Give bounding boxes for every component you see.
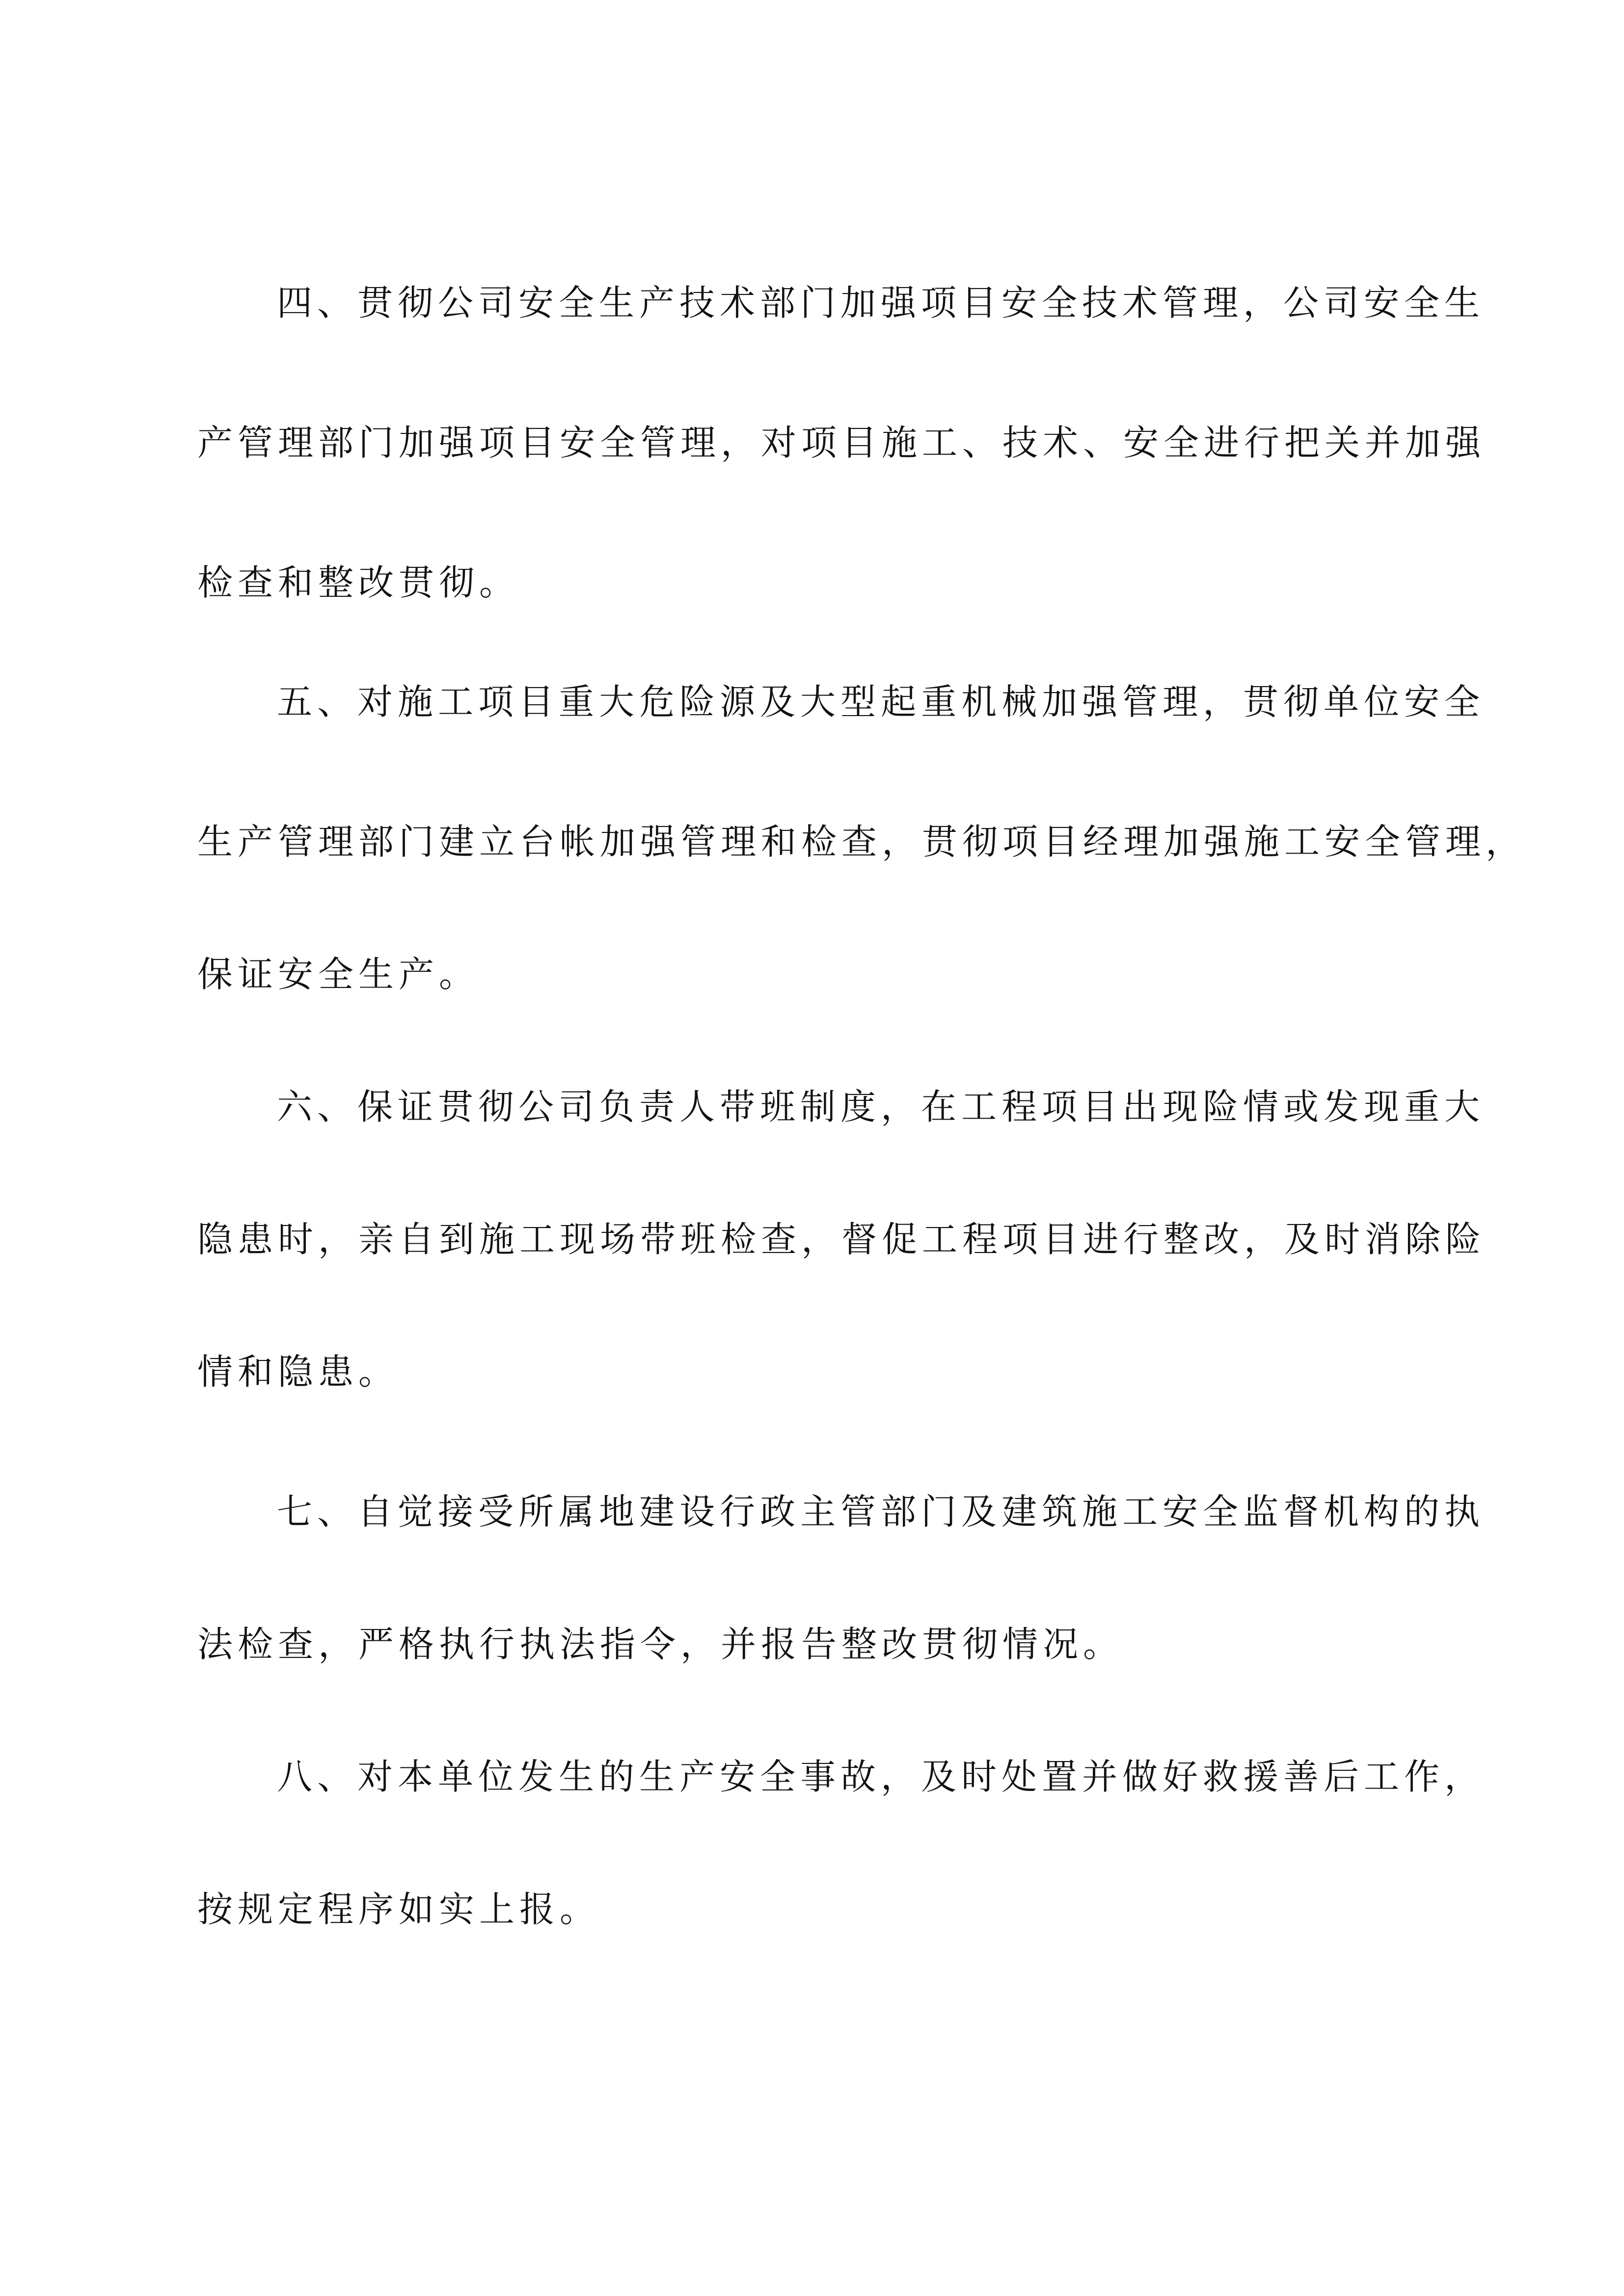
paragraph-6-line-1: 六、保证贯彻公司负责人带班制度，在工程项目出现险情或发现重大 [277, 1086, 1485, 1127]
paragraph-6-line-3: 情和隐患。 [197, 1351, 399, 1392]
paragraph-8-line-2: 按规定程序如实上报。 [197, 1889, 600, 1930]
paragraph-7-line-2: 法检查，严格执行执法指令，并报告整改贯彻情况。 [197, 1624, 1124, 1665]
paragraph-5-line-2: 生产管理部门建立台帐加强管理和检查，贯彻项目经理加强施工安全管理， [197, 821, 1526, 862]
paragraph-8-line-1: 八、对本单位发生的生产安全事故，及时处置并做好救援善后工作， [277, 1756, 1485, 1797]
paragraph-4-line-1: 四、贯彻公司安全生产技术部门加强项目安全技术管理，公司安全生 [277, 282, 1485, 323]
paragraph-4-line-3: 检查和整改贯彻。 [197, 562, 520, 603]
paragraph-4-line-2: 产管理部门加强项目安全管理，对项目施工、技术、安全进行把关并加强 [197, 422, 1486, 463]
paragraph-5-line-3: 保证安全生产。 [197, 954, 480, 995]
paragraph-6-line-2: 隐患时，亲自到施工现场带班检查，督促工程项目进行整改，及时消除险 [197, 1219, 1486, 1260]
paragraph-7-line-1: 七、自觉接受所属地建设行政主管部门及建筑施工安全监督机构的执 [277, 1491, 1485, 1532]
paragraph-5-line-1: 五、对施工项目重大危险源及大型起重机械加强管理，贯彻单位安全 [277, 681, 1485, 722]
